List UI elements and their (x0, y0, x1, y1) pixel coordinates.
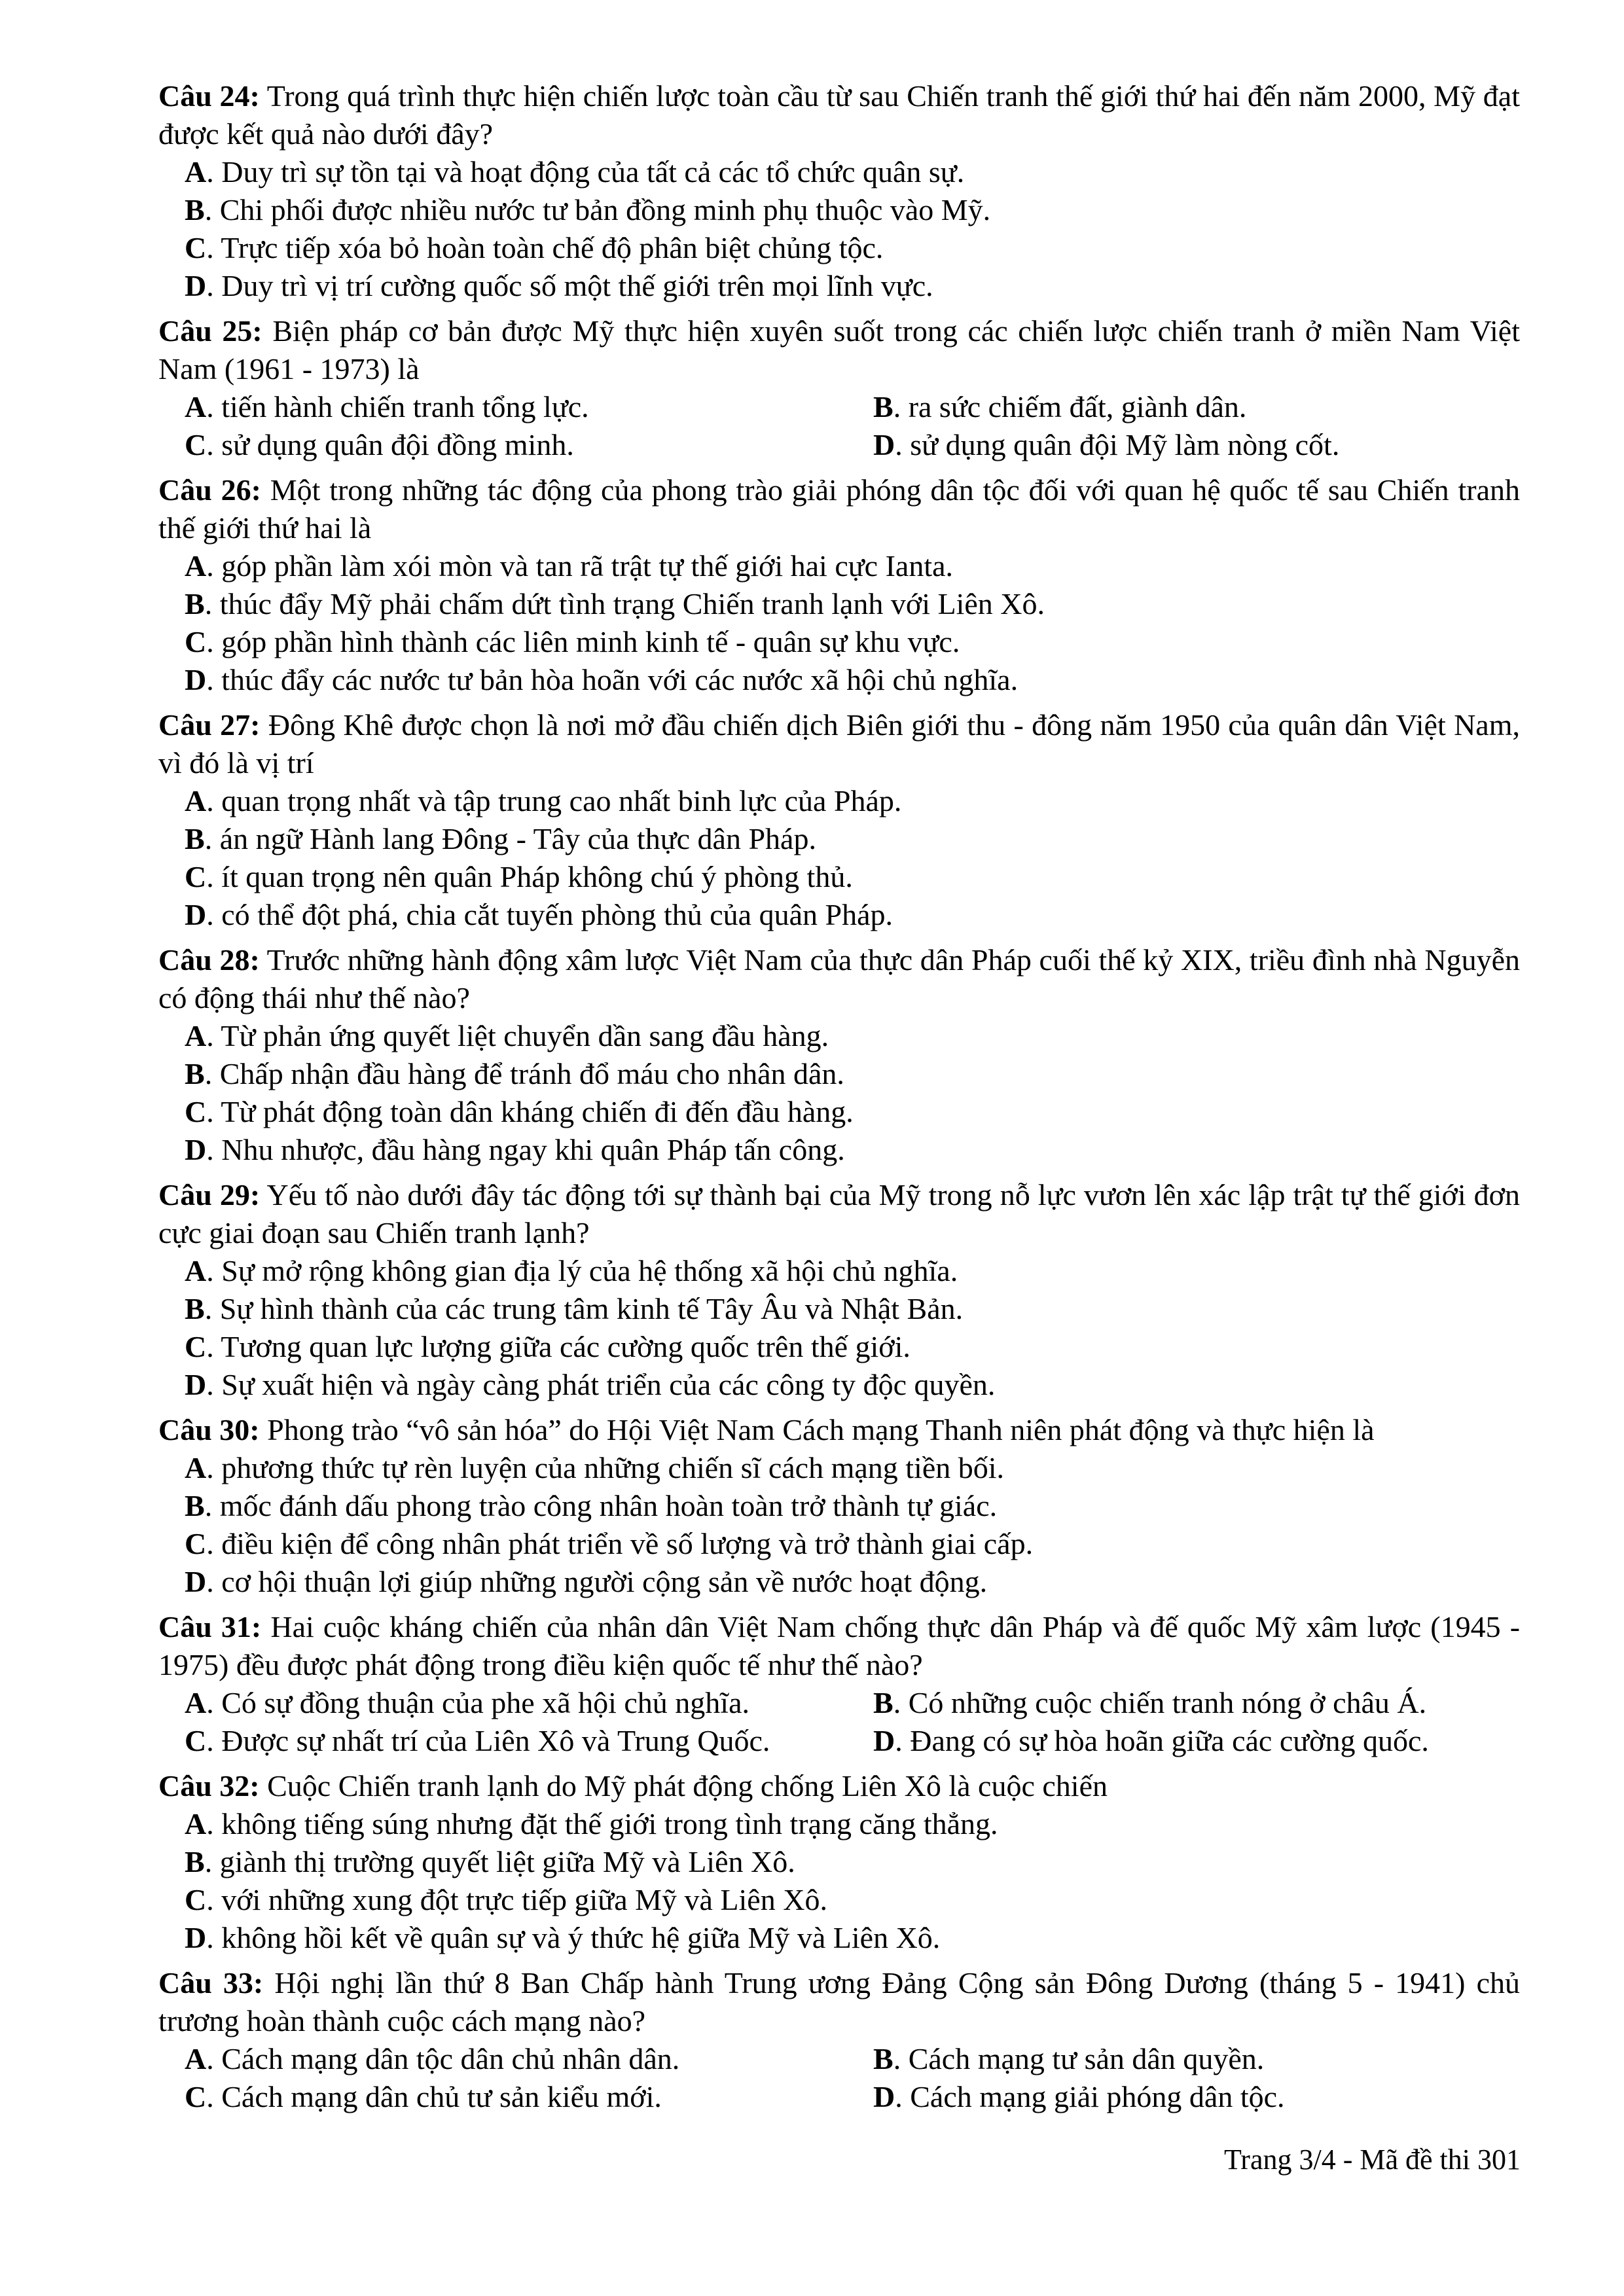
question-block (158, 1176, 1520, 1404)
question-stem (158, 471, 1520, 547)
option-text: . Cách mạng dân chủ tư sản kiểu mới. (206, 2080, 662, 2113)
option-text: . phương thức tự rèn luyện của những chiến sĩ cách mạng tiền bối. (206, 1451, 1005, 1484)
option-letter: B (185, 1292, 205, 1325)
option-text: . mốc đánh dấu phong trào công nhân hoàn toàn trở thành tự giác. (204, 1489, 998, 1522)
answer-options (158, 153, 1520, 305)
option-letter: C (185, 1095, 207, 1128)
option-letter: D (185, 1368, 207, 1401)
option-letter: C (185, 1883, 207, 1916)
question-block (158, 1411, 1520, 1601)
question-stem (158, 1964, 1520, 2040)
question-number: Câu 33: (158, 1966, 264, 2000)
answer-option-a (158, 388, 847, 426)
answer-option-d (158, 1563, 1520, 1601)
option-text: . Có sự đồng thuận của phe xã hội chủ nghĩa. (206, 1686, 750, 1719)
option-text: . góp phần làm xói mòn và tan rã trật tự thế giới hai cực Ianta. (206, 549, 954, 583)
option-letter: C (185, 1330, 207, 1363)
option-letter: C (185, 2080, 207, 2113)
answer-option-b (158, 1487, 1520, 1525)
option-text: . không tiếng súng nhưng đặt thế giới trong tình trạng căng thẳng. (206, 1807, 998, 1840)
option-letter: A (185, 155, 207, 188)
option-text: . Từ phản ứng quyết liệt chuyển dần sang đầu hàng. (206, 1019, 829, 1052)
option-text: . Từ phát động toàn dân kháng chiến đi đến đầu hàng. (206, 1095, 854, 1128)
question-stem (158, 1608, 1520, 1684)
option-text: . Sự xuất hiện và ngày càng phát triển của các công ty độc quyền. (206, 1368, 996, 1401)
option-letter: A (185, 1254, 207, 1287)
answer-option-a (158, 1017, 1520, 1055)
option-text: . góp phần hình thành các liên minh kinh tế - quân sự khu vực. (206, 625, 960, 658)
option-text: . Đang có sự hòa hoãn giữa các cường quốc. (895, 1724, 1429, 1757)
option-letter: B (185, 822, 205, 855)
answer-options (158, 547, 1520, 699)
option-text: . Cách mạng dân tộc dân chủ nhân dân. (206, 2042, 680, 2075)
option-text: . Cách mạng giải phóng dân tộc. (895, 2080, 1285, 2113)
answer-options (158, 1252, 1520, 1404)
question-text: Trong quá trình thực hiện chiến lược toàn cầu từ sau Chiến tranh thế giới thứ hai đến năm 2000, Mỹ đạt được kết quả nào dưới đây? (158, 79, 1520, 151)
option-text: . thúc đẩy các nước tư bản hòa hoãn với các nước xã hội chủ nghĩa. (206, 663, 1019, 696)
option-text: . không hồi kết về quân sự và ý thức hệ giữa Mỹ và Liên Xô. (206, 1921, 941, 1954)
answer-option-c (158, 1093, 1520, 1131)
answer-option-d (158, 1131, 1520, 1169)
answer-option-c (158, 1328, 1520, 1366)
option-text: . điều kiện để công nhân phát triển về số lượng và trở thành giai cấp. (206, 1527, 1034, 1560)
option-text: . thúc đẩy Mỹ phải chấm dứt tình trạng Chiến tranh lạnh với Liên Xô. (204, 587, 1045, 620)
option-letter: A (185, 1019, 207, 1052)
exam-page (158, 77, 1520, 2123)
option-text: . Duy trì sự tồn tại và hoạt động của tất cả các tổ chức quân sự. (206, 155, 965, 188)
option-letter: A (185, 390, 207, 423)
question-stem (158, 312, 1520, 388)
option-letter: B (185, 587, 205, 620)
question-number: Câu 24: (158, 79, 260, 113)
option-letter: D (185, 663, 207, 696)
question-block (158, 1608, 1520, 1760)
option-text: . cơ hội thuận lợi giúp những người cộng sản về nước hoạt động. (206, 1565, 988, 1598)
option-letter: D (185, 1921, 207, 1954)
option-letter: C (185, 1527, 207, 1560)
option-letter: A (185, 1686, 207, 1719)
option-text: . Cách mạng tư sản dân quyền. (893, 2042, 1265, 2075)
option-letter: B (873, 390, 893, 423)
answer-option-b (158, 191, 1520, 229)
option-letter: B (185, 1489, 205, 1522)
answer-options (158, 388, 1520, 464)
option-letter: C (185, 1724, 207, 1757)
question-text: Biện pháp cơ bản được Mỹ thực hiện xuyên suốt trong các chiến lược chiến tranh ở miền Nam Việt Nam (1961 - 1973) là (158, 314, 1521, 386)
answer-option-c (158, 1881, 1520, 1919)
option-text: . án ngữ Hành lang Đông - Tây của thực dân Pháp. (204, 822, 816, 855)
question-number: Câu 32: (158, 1769, 260, 1803)
answer-option-c (158, 1722, 847, 1760)
question-stem (158, 1411, 1520, 1449)
answer-option-a (158, 153, 1520, 191)
answer-option-b (158, 585, 1520, 623)
question-text: Cuộc Chiến tranh lạnh do Mỹ phát động chống Liên Xô là cuộc chiến (267, 1769, 1108, 1803)
answer-option-d (158, 661, 1520, 699)
answer-option-d (847, 1722, 1520, 1760)
answer-option-d (847, 2078, 1520, 2116)
answer-options (158, 2040, 1520, 2116)
option-text: . quan trọng nhất và tập trung cao nhất binh lực của Pháp. (206, 784, 902, 817)
answer-options (158, 1017, 1520, 1169)
option-letter: C (185, 625, 207, 658)
option-letter: B (873, 2042, 893, 2075)
page-footer: Trang 3/4 - Mã đề thi 301 (1223, 2144, 1521, 2176)
answer-option-a (158, 1252, 1520, 1290)
question-block (158, 77, 1520, 305)
question-number: Câu 25: (158, 314, 262, 348)
option-letter: D (185, 1565, 207, 1598)
answer-option-c (158, 426, 847, 464)
question-text: Phong trào “vô sản hóa” do Hội Việt Nam Cách mạng Thanh niên phát động và thực hiện là (267, 1413, 1375, 1446)
question-text: Đông Khê được chọn là nơi mở đầu chiến dịch Biên giới thu - đông năm 1950 của quân dân Việt Nam, vì đó là vị trí (158, 708, 1521, 780)
option-letter: D (185, 898, 207, 931)
question-block (158, 1964, 1520, 2116)
option-letter: D (185, 1133, 207, 1166)
option-letter: A (185, 549, 207, 583)
answer-option-a (158, 1449, 1520, 1487)
option-text: . Duy trì vị trí cường quốc số một thế giới trên mọi lĩnh vực. (206, 269, 933, 302)
option-text: . với những xung đột trực tiếp giữa Mỹ và Liên Xô. (206, 1883, 827, 1916)
option-text: . ra sức chiếm đất, giành dân. (893, 390, 1247, 423)
option-letter: D (873, 1724, 895, 1757)
option-text: . ít quan trọng nên quân Pháp không chú ý phòng thủ. (206, 860, 853, 893)
answer-option-a (158, 547, 1520, 585)
question-number: Câu 26: (158, 473, 261, 507)
option-letter: C (185, 860, 207, 893)
answer-option-d (158, 1366, 1520, 1404)
question-block (158, 471, 1520, 699)
option-text: . Chấp nhận đầu hàng để tránh đổ máu cho nhân dân. (204, 1057, 844, 1090)
answer-option-b (158, 1055, 1520, 1093)
question-block (158, 941, 1520, 1169)
question-stem (158, 941, 1520, 1017)
option-text: . giành thị trường quyết liệt giữa Mỹ và Liên Xô. (204, 1845, 795, 1878)
answer-option-a (158, 1684, 847, 1722)
answer-option-d (158, 267, 1520, 305)
option-text: . tiến hành chiến tranh tổng lực. (206, 390, 589, 423)
option-letter: A (185, 784, 207, 817)
answer-option-c (158, 1525, 1520, 1563)
option-text: . Trực tiếp xóa bỏ hoàn toàn chế độ phân biệt chủng tộc. (206, 231, 884, 264)
option-letter: C (185, 428, 207, 461)
question-text: Hai cuộc kháng chiến của nhân dân Việt Nam chống thực dân Pháp và đế quốc Mỹ xâm lược (1945 - 1975) đều được phát động trong điều kiện quốc tế như thế nào? (158, 1610, 1521, 1681)
option-letter: A (185, 1451, 207, 1484)
question-stem (158, 1767, 1520, 1805)
question-number: Câu 28: (158, 943, 260, 977)
answer-option-c (158, 858, 1520, 896)
question-text: Yếu tố nào dưới đây tác động tới sự thành bại của Mỹ trong nỗ lực vươn lên xác lập trật tự thế giới đơn cực giai đoạn sau Chiến tranh lạnh? (158, 1178, 1520, 1249)
answer-option-a (158, 782, 1520, 820)
option-text: . có thể đột phá, chia cắt tuyến phòng thủ của quân Pháp. (206, 898, 893, 931)
answer-option-c (158, 623, 1520, 661)
answer-options (158, 1449, 1520, 1601)
question-block (158, 1767, 1520, 1957)
option-letter: B (185, 193, 205, 226)
question-number: Câu 31: (158, 1610, 262, 1643)
answer-option-b (158, 820, 1520, 858)
option-text: . Sự mở rộng không gian địa lý của hệ thống xã hội chủ nghĩa. (206, 1254, 958, 1287)
question-number: Câu 30: (158, 1413, 260, 1446)
option-text: . Nhu nhược, đầu hàng ngay khi quân Pháp tấn công. (206, 1133, 845, 1166)
answer-option-d (158, 896, 1520, 934)
option-letter: A (185, 1807, 207, 1840)
answer-option-b (158, 1843, 1520, 1881)
question-stem (158, 1176, 1520, 1252)
question-number: Câu 29: (158, 1178, 261, 1211)
answer-option-c (158, 229, 1520, 267)
option-text: . Sự hình thành của các trung tâm kinh tế Tây Âu và Nhật Bản. (204, 1292, 964, 1325)
question-text: Hội nghị lần thứ 8 Ban Chấp hành Trung ương Đảng Cộng sản Đông Dương (tháng 5 - 1941) chủ trương hoàn thành cuộc cách mạng nào? (158, 1966, 1521, 2037)
answer-option-b (158, 1290, 1520, 1328)
option-letter: B (185, 1845, 205, 1878)
question-text: Một trong những tác động của phong trào giải phóng dân tộc đối với quan hệ quốc tế sau Chiến tranh thế giới thứ hai là (158, 473, 1521, 545)
option-letter: A (185, 2042, 207, 2075)
option-text: . sử dụng quân đội đồng minh. (206, 428, 574, 461)
option-text: . Chi phối được nhiều nước tư bản đồng minh phụ thuộc vào Mỹ. (204, 193, 991, 226)
option-letter: B (185, 1057, 205, 1090)
question-stem (158, 706, 1520, 782)
question-text: Trước những hành động xâm lược Việt Nam của thực dân Pháp cuối thế kỷ XIX, triều đình nhà Nguyễn có động thái như thế nào? (158, 943, 1521, 1014)
question-block (158, 706, 1520, 934)
option-letter: D (873, 428, 895, 461)
option-letter: D (873, 2080, 895, 2113)
answer-option-b (847, 1684, 1520, 1722)
answer-option-a (158, 2040, 847, 2078)
answer-option-d (847, 426, 1520, 464)
option-text: . Có những cuộc chiến tranh nóng ở châu Á. (893, 1686, 1427, 1719)
option-text: . Tương quan lực lượng giữa các cường quốc trên thế giới. (206, 1330, 911, 1363)
answer-option-d (158, 1919, 1520, 1957)
option-text: . sử dụng quân đội Mỹ làm nòng cốt. (895, 428, 1340, 461)
option-letter: B (873, 1686, 893, 1719)
answer-options (158, 1684, 1520, 1760)
answer-option-a (158, 1805, 1520, 1843)
option-letter: C (185, 231, 207, 264)
question-number: Câu 27: (158, 708, 261, 742)
question-stem (158, 77, 1520, 153)
answer-options (158, 782, 1520, 934)
option-text: . Được sự nhất trí của Liên Xô và Trung Quốc. (206, 1724, 770, 1757)
question-block (158, 312, 1520, 464)
option-letter: D (185, 269, 207, 302)
answer-option-b (847, 2040, 1520, 2078)
answer-option-c (158, 2078, 847, 2116)
answer-options (158, 1805, 1520, 1957)
answer-option-b (847, 388, 1520, 426)
